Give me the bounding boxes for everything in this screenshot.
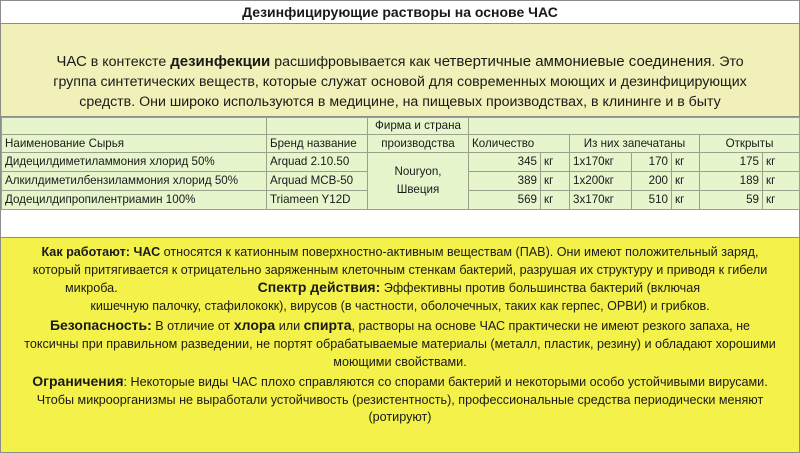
intro-keyword: дезинфекции <box>170 53 271 70</box>
cell-qty-unit: кг <box>541 172 570 191</box>
cell-name: Алкилдиметилбензиламмония хлорид 50% <box>2 172 267 191</box>
table-row <box>2 153 800 172</box>
header-cell <box>2 118 267 135</box>
cell-brand: Arquad 2.10.50 <box>267 153 368 172</box>
how-it-works-text: относятся к катионным поверхностно-активным веществам (ПАВ). Они имеют положительный заряд, <box>160 245 759 259</box>
intro-decoding: четвертичные аммониевые соединения <box>433 53 712 70</box>
cell-sealed-unit: кг <box>672 191 700 210</box>
cell-sealed: 170 <box>632 153 672 172</box>
cell-qty-unit: кг <box>541 191 570 210</box>
safety-line-2: токсичны при правильном разведении, не портят обрабатываемые материалы (металл, пластик, резину) и обладают хорошими <box>24 336 776 351</box>
intro-section <box>1 24 799 117</box>
safety-line-3: моющими свойствами. <box>333 354 467 369</box>
cell-opened: 59 <box>700 191 763 210</box>
how-spectrum-line <box>9 279 791 298</box>
header-firm-line2: производства <box>368 135 469 153</box>
firm-line-1: Nouryon, <box>394 165 442 178</box>
intro-line-2: группа синтетических веществ, которые служат основой для современных моющих и дезинфицирующих <box>53 74 747 90</box>
header-name: Наименование Сырья <box>2 135 267 153</box>
header-opened: Открыты <box>700 135 800 153</box>
safety-chlorine: хлора <box>233 317 276 334</box>
cell-opened-unit: кг <box>763 153 800 172</box>
cell-brand: Triameen Y12D <box>267 191 368 210</box>
header-firm-line1: Фирма и страна <box>368 118 469 135</box>
intro-text: . Это <box>711 54 744 70</box>
how-it-works-label: Как работают: <box>41 245 130 259</box>
safety-line-1 <box>9 317 791 336</box>
cell-sealed: 200 <box>632 172 672 191</box>
cell-firm <box>368 153 469 210</box>
cell-qty: 389 <box>469 172 541 191</box>
header-qty: Количество <box>469 135 570 153</box>
header-brand: Бренд название <box>267 135 368 153</box>
spectrum-line-2: кишечную палочку, стафилококк), вирусов (в частности, оболочечных, таких как герпес, ОРВИ) и грибков. <box>90 298 710 313</box>
cell-sealed-unit: кг <box>672 153 700 172</box>
cell-pack: 3х170кг <box>570 191 632 210</box>
info-section <box>1 237 799 452</box>
how-it-works-line-2: который притягивается к отрицательно заряженным клеточным стенкам бактерий, разрушая их структуру и приводя к гибели <box>32 262 768 277</box>
cell-opened-unit: кг <box>763 172 800 191</box>
intro-abbr: ЧАС <box>56 53 87 70</box>
cell-qty: 569 <box>469 191 541 210</box>
spectrum-text: Эффективны против большинства бактерий (включая <box>380 281 701 296</box>
cell-opened: 175 <box>700 153 763 172</box>
safety-label: Безопасность: <box>49 317 152 334</box>
intro-line-1 <box>7 52 793 72</box>
limits-line-3: (ротируют) <box>368 410 432 425</box>
limits-text: : Некоторые виды ЧАС плохо справляются со спорами бактерий и некоторыми особо устойчивыми вирусами. <box>123 375 768 390</box>
intro-line-3: средств. Они широко используются в медицине, на пищевых производствах, в клининге и в быту <box>79 94 721 110</box>
safety-text: , растворы на основе ЧАС практически не имеют резкого запаха, не <box>351 319 751 334</box>
limits-line-1 <box>9 373 791 392</box>
how-it-works-line-1 <box>9 244 791 262</box>
firm-line-2: Швеция <box>396 183 440 196</box>
cell-opened: 189 <box>700 172 763 191</box>
cell-pack: 1х200кг <box>570 172 632 191</box>
safety-alcohol: спирта <box>303 317 352 334</box>
cell-name: Додецилдипропилентриамин 100% <box>2 191 267 210</box>
limits-line-2: Чтобы микроорганизмы не выработали устойчивость (резистентность), профессиональные средства периодически меняют <box>36 392 764 407</box>
spectrum-label: Спектр действия: <box>257 279 381 296</box>
cell-qty: 345 <box>469 153 541 172</box>
header-sealed: Из них запечатаны <box>570 135 700 153</box>
safety-text: или <box>275 319 304 334</box>
header-cell <box>267 118 368 135</box>
cell-brand: Arquad MCB-50 <box>267 172 368 191</box>
cell-pack: 1х170кг <box>570 153 632 172</box>
cell-sealed-unit: кг <box>672 172 700 191</box>
cell-sealed: 510 <box>632 191 672 210</box>
page-title: Дезинфицирующие растворы на основе ЧАС <box>1 1 799 24</box>
intro-text: расшифровывается как <box>270 54 434 70</box>
limits-label: Ограничения <box>32 373 124 390</box>
how-it-works-abbr: ЧАС <box>129 245 161 259</box>
how-it-works-end: микроба. <box>65 281 118 296</box>
cell-opened-unit: кг <box>763 191 800 210</box>
stock-table <box>1 117 800 210</box>
cell-name: Дидецилдиметиламмония хлорид 50% <box>2 153 267 172</box>
header-cell <box>469 118 800 135</box>
cell-qty-unit: кг <box>541 153 570 172</box>
intro-text: в контексте <box>86 54 171 70</box>
safety-text: В отличие от <box>151 319 234 334</box>
